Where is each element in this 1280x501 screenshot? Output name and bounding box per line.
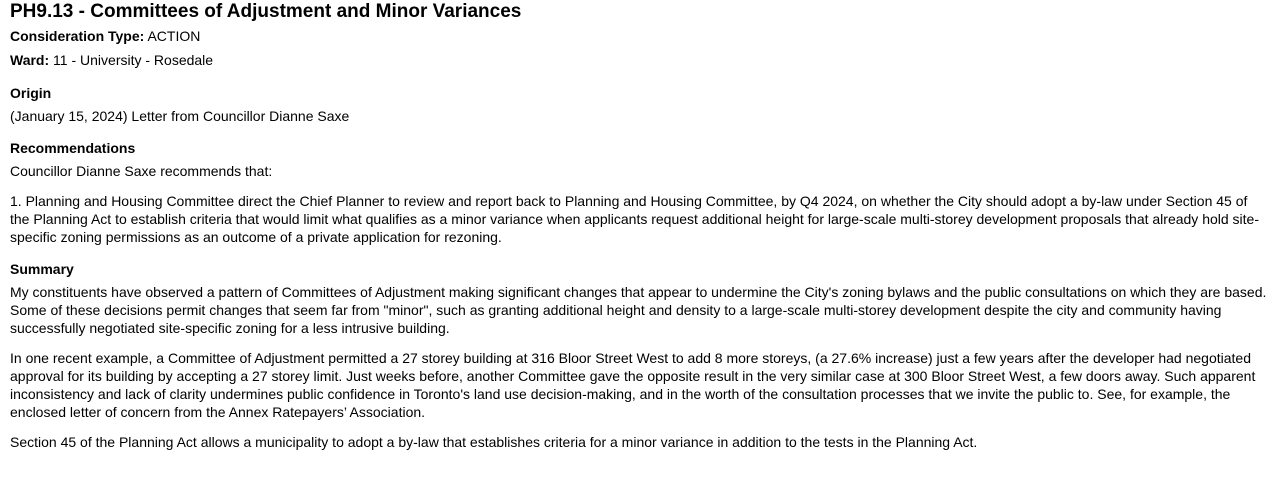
summary-paragraph: Section 45 of the Planning Act allows a municipality to adopt a by-law that establishes criteria for a minor variance in addition to the tests in the Planning Act. <box>10 434 978 450</box>
spacer <box>10 125 1270 139</box>
summary-section <box>10 260 1270 451</box>
origin-text: (January 15, 2024) Letter from Councillor Dianne Saxe <box>10 108 350 124</box>
summary-heading: Summary <box>10 261 74 277</box>
ward-row <box>10 48 1270 72</box>
ward-value: 11 - University - Rosedale <box>53 52 214 68</box>
recommendations-intro: Councillor Dianne Saxe recommends that: <box>10 163 273 179</box>
recommendations-heading: Recommendations <box>10 140 136 156</box>
summary-paragraph: In one recent example, a Committee of Adjustment permitted a 27 storey building at 316 Bloor Street West to add 8 more storeys, (a 27.6% increase) just a few years after the developer had negotiated approval for its building by accepting a 27 storey limit. Just weeks before, another Committee gave the opposite result in the very similar case at 300 Bloor Street West, a few doors away. Such apparent inconsistency and lack of clarity undermines public confidence in Toronto's land use decision-making, and in the worth of the consultation processes that we invite the public to. See, for example, the enclosed letter of concern from the Annex Ratepayers’ Association. <box>10 350 1256 420</box>
recommendation-item: 1. Planning and Housing Committee direct the Chief Planner to review and report back to Planning and Housing Committee, by Q4 2024, on whether the City should adopt a by-law under Section 45 of the Planning Act to establish criteria that would limit what qualifies as a minor variance when applicants request additional height for large-scale multi-storey development proposals that already hold site-specific zoning permissions as an outcome of a private application for rezoning. <box>10 193 1260 245</box>
summary-paragraph: My constituents have observed a pattern of Committees of Adjustment making significant changes that appear to undermine the City's zoning bylaws and the public consultations on which they are based. Some of these decisions permit changes that seem far from "minor", such as granting additional height and density to a large-scale multi-storey development despite the city and community having successfully negotiated site-specific zoning for a less intrusive building. <box>10 284 1267 336</box>
consideration-type-row <box>10 24 1270 48</box>
consideration-type-value: ACTION <box>147 28 201 44</box>
consideration-type-label: Consideration Type: <box>10 28 145 44</box>
spacer <box>10 246 1270 260</box>
origin-heading: Origin <box>10 85 52 101</box>
spacer <box>10 72 1270 84</box>
page-title: PH9.13 - Committees of Adjustment and Minor Variances <box>10 1 522 22</box>
ward-label: Ward: <box>10 52 50 68</box>
origin-section <box>10 84 1270 125</box>
recommendations-section <box>10 139 1270 246</box>
